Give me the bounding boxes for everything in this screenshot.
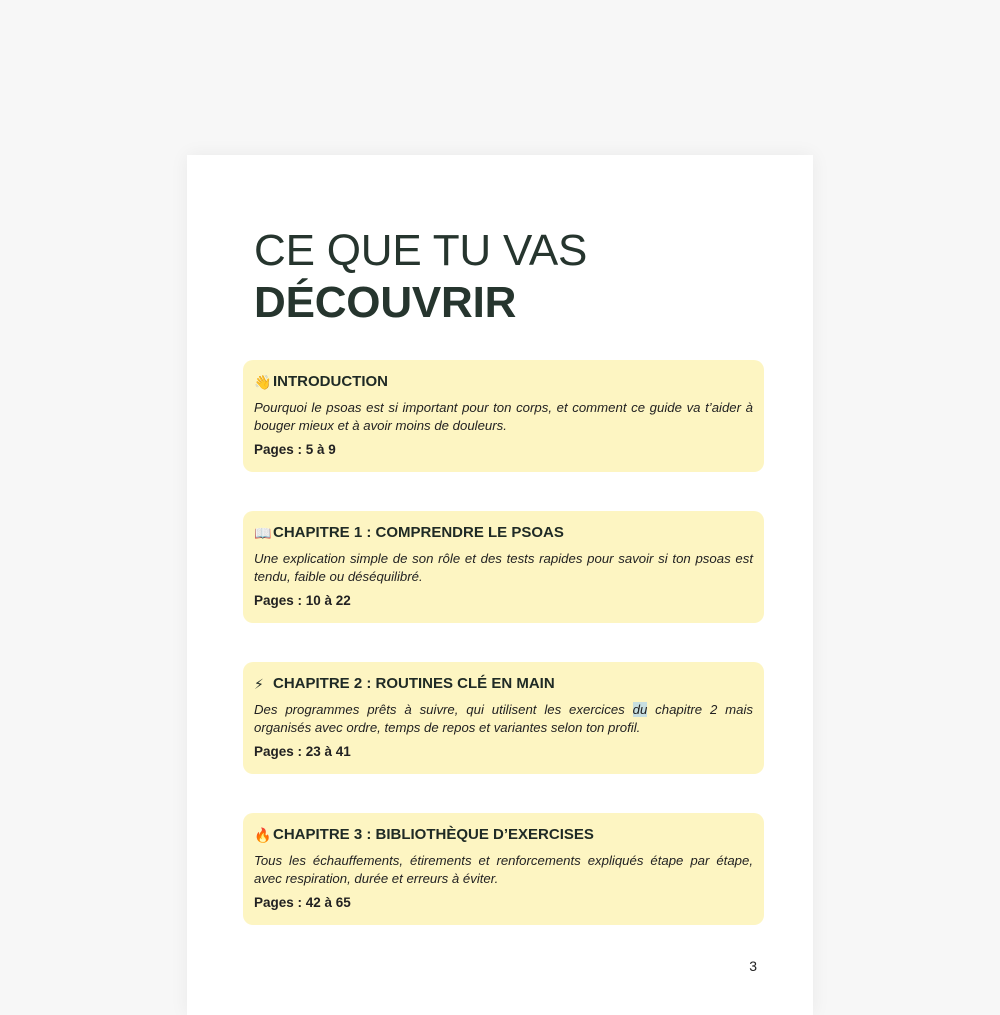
section-heading: INTRODUCTION: [273, 373, 388, 390]
section-card-chapter-1: [243, 511, 764, 623]
section-pages: Pages : 42 à 65: [254, 895, 351, 910]
section-description: Des programmes prêts à suivre, qui utilisent les exercices du chapitre 2 mais organisés avec ordre, temps de repos et variantes selon ton profil.: [254, 702, 753, 735]
fire-icon: 🔥: [254, 827, 272, 843]
lightning-icon: ⚡: [254, 676, 264, 692]
section-pages: Pages : 23 à 41: [254, 744, 351, 759]
section-description: Pourquoi le psoas est si important pour ton corps, et comment ce guide va t’aider à bouger mieux et à avoir moins de douleurs.: [254, 400, 753, 433]
open-book-icon: 📖: [254, 525, 272, 541]
waving-hand-icon: 👋: [254, 374, 272, 390]
section-heading: CHAPITRE 2 : ROUTINES CLÉ EN MAIN: [273, 675, 555, 692]
section-card-chapter-2: [243, 662, 764, 774]
section-heading: CHAPITRE 1 : COMPRENDRE LE PSOAS: [273, 524, 564, 541]
title-line-2: DÉCOUVRIR: [254, 278, 517, 327]
text-selection-highlight[interactable]: du: [632, 702, 648, 717]
title-line-1: CE QUE TU VAS: [254, 226, 588, 275]
section-pages: Pages : 10 à 22: [254, 593, 351, 608]
section-card-chapter-3: [243, 813, 764, 925]
section-pages: Pages : 5 à 9: [254, 442, 336, 457]
page-title: [254, 225, 587, 329]
section-heading: CHAPITRE 3 : BIBLIOTHÈQUE D’EXERCISES: [273, 826, 594, 843]
page-number: 3: [749, 958, 757, 974]
document-page: [187, 155, 813, 1015]
section-description: Une explication simple de son rôle et des tests rapides pour savoir si ton psoas est tendu, faible ou déséquilibré.: [254, 551, 753, 584]
section-description: Tous les échauffements, étirements et renforcements expliqués étape par étape, avec respiration, durée et erreurs à éviter.: [254, 853, 753, 886]
section-card-introduction: [243, 360, 764, 472]
